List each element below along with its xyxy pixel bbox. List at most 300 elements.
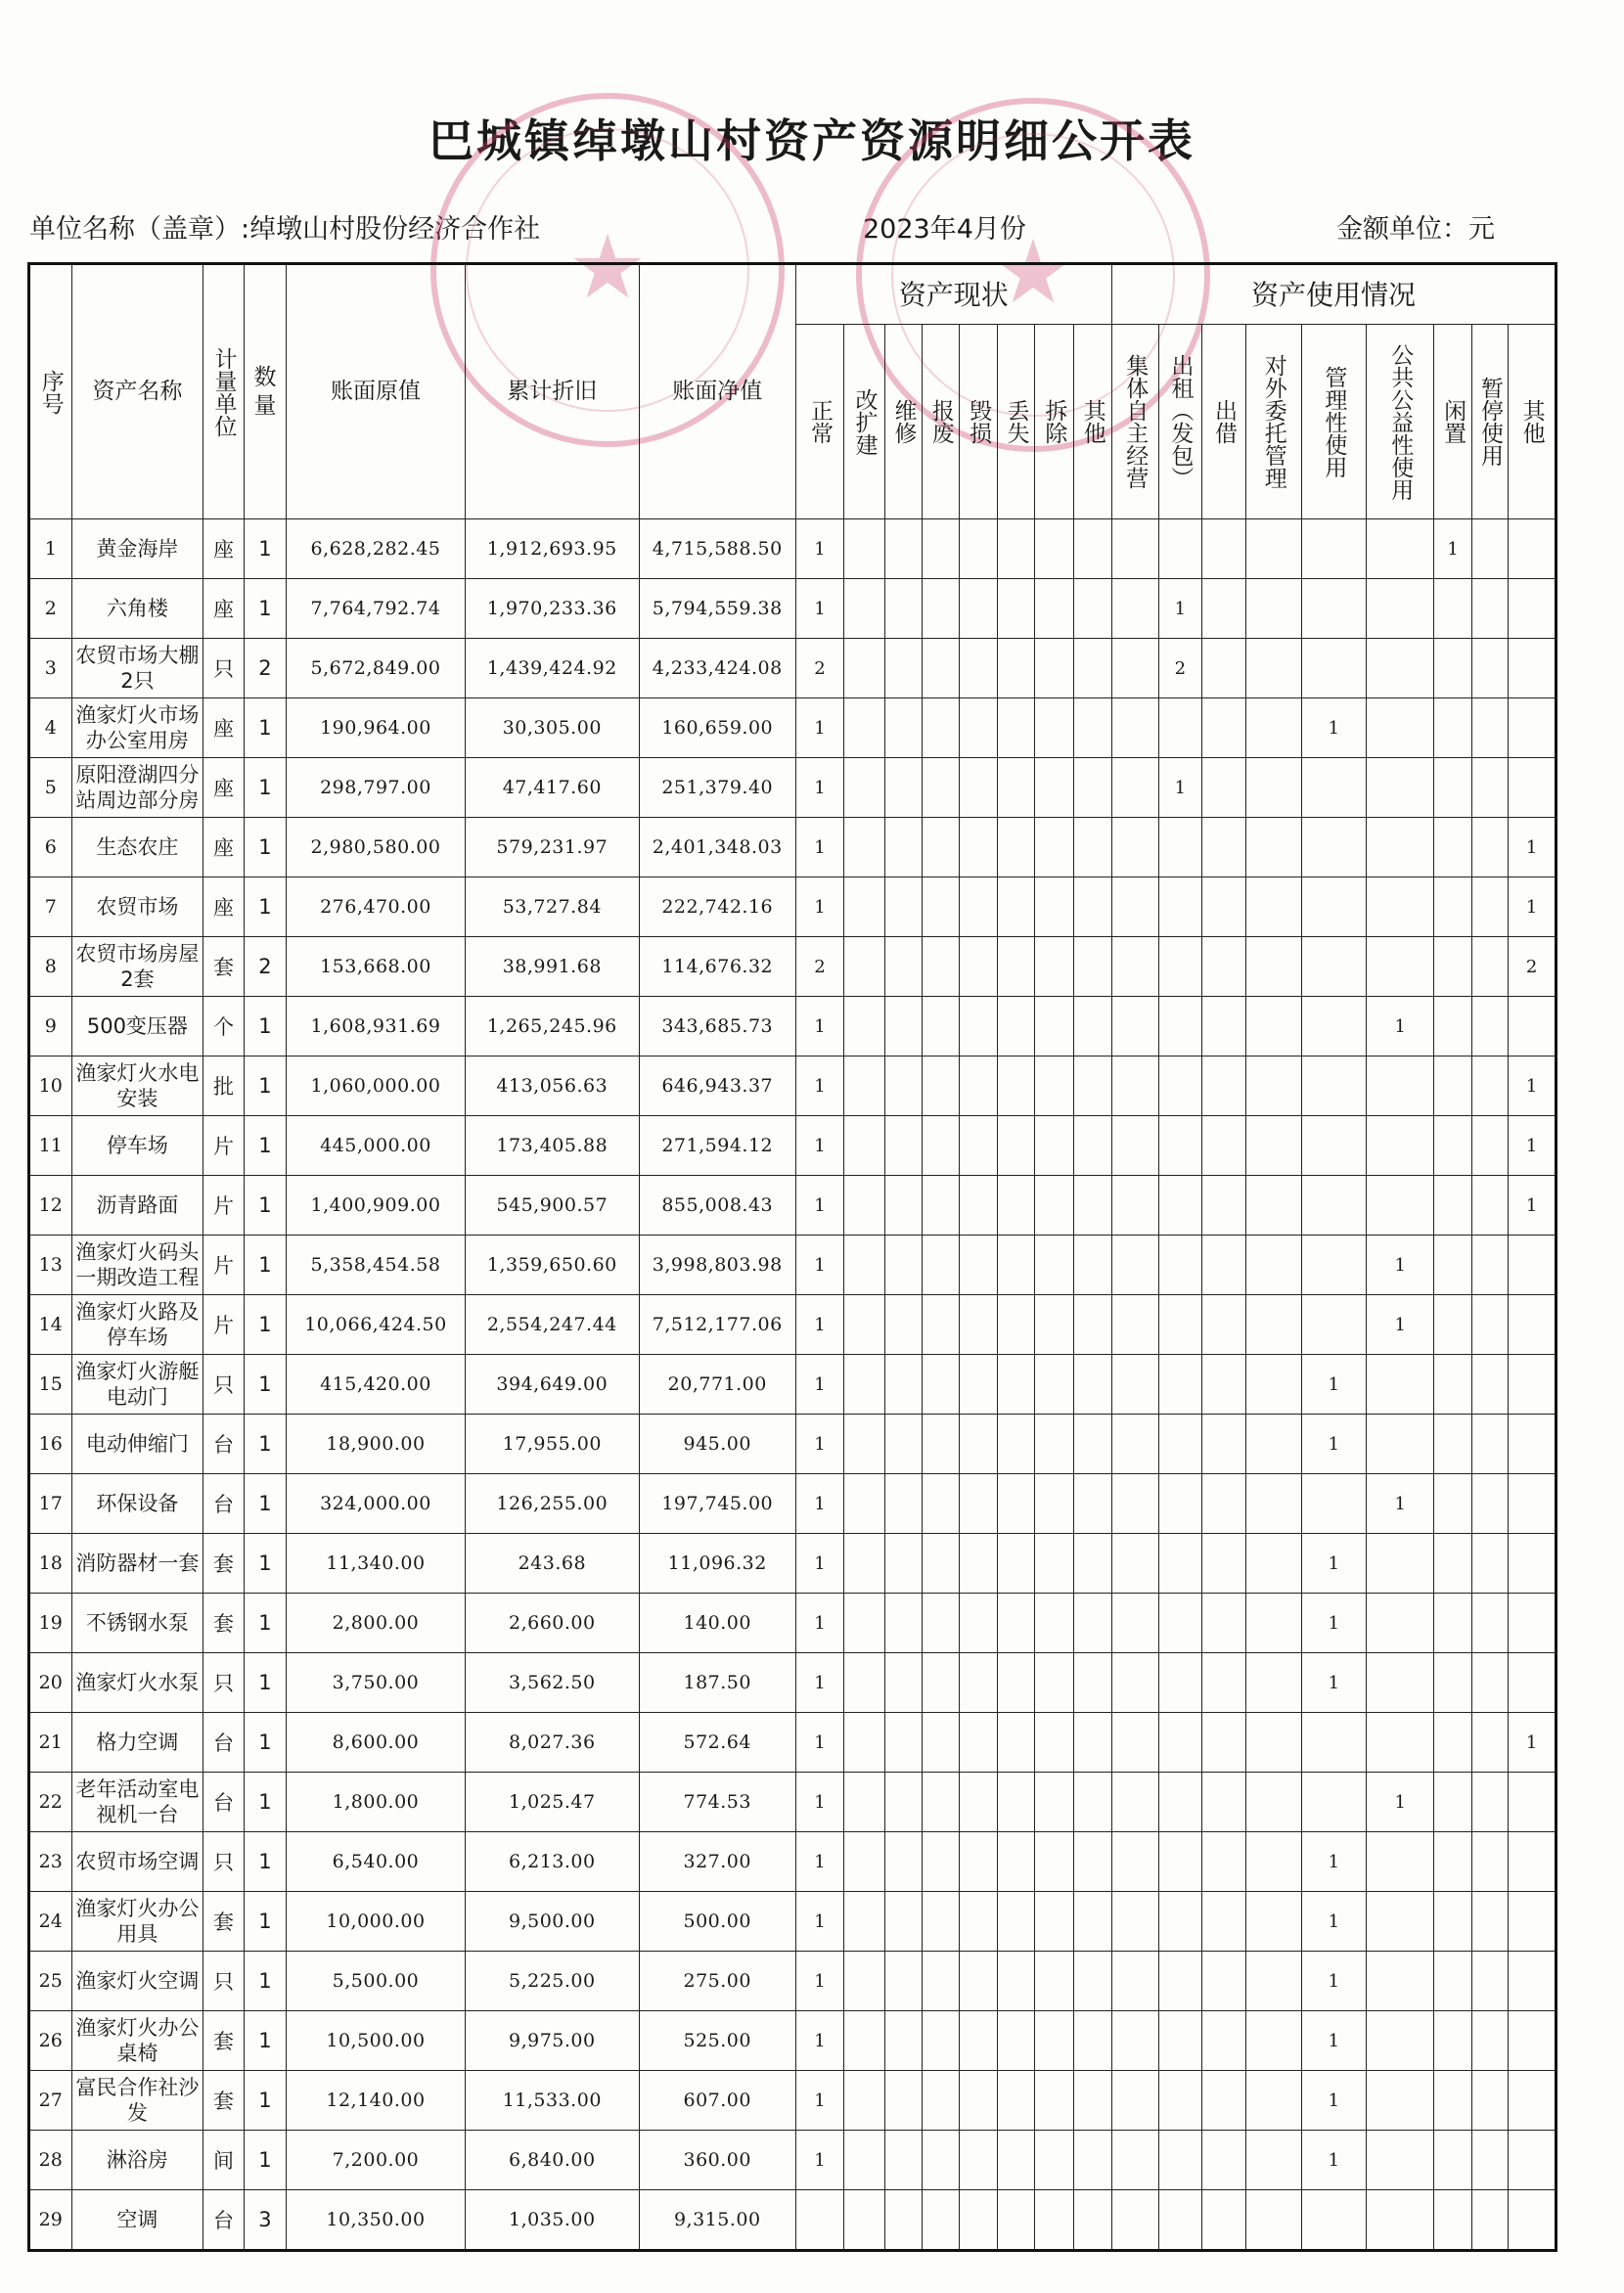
row-status-2	[884, 1832, 922, 1892]
row-original-value: 1,608,931.69	[287, 997, 465, 1057]
row-usage-8: 1	[1509, 877, 1556, 937]
header-usage-8: 其他	[1509, 325, 1556, 519]
row-original-value: 445,000.00	[287, 1116, 465, 1176]
row-usage-2	[1202, 1116, 1246, 1176]
row-status-2	[884, 997, 922, 1057]
row-status-7	[1073, 519, 1111, 579]
row-status-1	[844, 1295, 884, 1355]
row-status-5	[997, 937, 1034, 997]
row-usage-6	[1434, 1057, 1471, 1116]
row-status-4	[960, 877, 997, 937]
row-original-value: 10,000.00	[287, 1892, 465, 1952]
row-usage-2	[1202, 877, 1246, 937]
row-status-3	[923, 1773, 960, 1832]
row-status-7	[1073, 1713, 1111, 1773]
row-status-5	[997, 1474, 1034, 1534]
header-usage-6: 闲置	[1434, 325, 1471, 519]
row-usage-6	[1434, 1116, 1471, 1176]
row-usage-6	[1434, 877, 1471, 937]
row-status-7	[1073, 1952, 1111, 2011]
row-net-value: 3,998,803.98	[639, 1236, 795, 1295]
row-usage-2	[1202, 937, 1246, 997]
row-status-4	[960, 1952, 997, 2011]
row-status-6	[1035, 1474, 1073, 1534]
row-status-1	[844, 698, 884, 758]
row-status-5	[997, 1355, 1034, 1415]
row-usage-8	[1509, 698, 1556, 758]
row-quantity: 1	[244, 1832, 287, 1892]
row-usage-4	[1301, 877, 1366, 937]
row-usage-3	[1245, 818, 1301, 877]
row-status-3	[923, 1713, 960, 1773]
row-status-6	[1035, 2131, 1073, 2190]
row-usage-5	[1367, 818, 1434, 877]
row-usage-3	[1245, 1534, 1301, 1594]
row-usage-1	[1158, 1116, 1202, 1176]
row-usage-0	[1111, 698, 1158, 758]
row-status-0: 1	[795, 1713, 844, 1773]
row-usage-5	[1367, 2131, 1434, 2190]
row-original-value: 6,540.00	[287, 1832, 465, 1892]
row-asset-name: 消防器材一套	[71, 1534, 203, 1594]
row-usage-2	[1202, 1594, 1246, 1653]
row-status-5	[997, 639, 1034, 698]
row-usage-7	[1471, 1534, 1508, 1594]
row-depreciation: 545,900.57	[465, 1176, 639, 1236]
row-usage-0	[1111, 1057, 1158, 1116]
row-status-3	[923, 2071, 960, 2131]
row-usage-6	[1434, 2131, 1471, 2190]
row-quantity: 1	[244, 1295, 287, 1355]
row-usage-8	[1509, 2011, 1556, 2071]
row-usage-4	[1301, 818, 1366, 877]
row-status-4	[960, 937, 997, 997]
row-depreciation: 17,955.00	[465, 1415, 639, 1474]
row-status-4	[960, 579, 997, 639]
row-status-2	[884, 1355, 922, 1415]
row-usage-2	[1202, 639, 1246, 698]
row-seq: 14	[29, 1295, 72, 1355]
row-status-5	[997, 1952, 1034, 2011]
row-usage-2	[1202, 997, 1246, 1057]
row-status-0: 1	[795, 519, 844, 579]
row-usage-8	[1509, 1295, 1556, 1355]
row-usage-3	[1245, 937, 1301, 997]
row-status-1	[844, 1832, 884, 1892]
row-status-7	[1073, 579, 1111, 639]
row-depreciation: 1,035.00	[465, 2190, 639, 2251]
header-asset-name: 资产名称	[71, 264, 203, 519]
row-status-6	[1035, 2011, 1073, 2071]
row-status-6	[1035, 579, 1073, 639]
row-status-5	[997, 1832, 1034, 1892]
row-usage-8	[1509, 1653, 1556, 1713]
row-usage-6	[1434, 997, 1471, 1057]
row-quantity: 1	[244, 1236, 287, 1295]
row-net-value: 140.00	[639, 1594, 795, 1653]
row-usage-0	[1111, 1236, 1158, 1295]
row-quantity: 3	[244, 2190, 287, 2251]
row-status-7	[1073, 1653, 1111, 1713]
row-quantity: 1	[244, 1176, 287, 1236]
row-asset-name: 农贸市场大棚2只	[71, 639, 203, 698]
row-status-1	[844, 1236, 884, 1295]
row-usage-8: 1	[1509, 1057, 1556, 1116]
row-depreciation: 6,840.00	[465, 2131, 639, 2190]
row-status-2	[884, 1653, 922, 1713]
row-net-value: 4,233,424.08	[639, 639, 795, 698]
row-usage-5	[1367, 758, 1434, 818]
row-original-value: 324,000.00	[287, 1474, 465, 1534]
row-original-value: 2,800.00	[287, 1594, 465, 1653]
row-usage-3	[1245, 997, 1301, 1057]
header-usage-3: 对外委托管理	[1245, 325, 1301, 519]
row-status-3	[923, 1057, 960, 1116]
row-usage-7	[1471, 2071, 1508, 2131]
header-usage-5: 公共公益性使用	[1367, 325, 1434, 519]
row-status-1	[844, 2011, 884, 2071]
row-status-7	[1073, 2071, 1111, 2131]
row-seq: 4	[29, 698, 72, 758]
currency-unit-label: 金额单位：元	[1336, 214, 1495, 245]
row-asset-name: 渔家灯火游艇电动门	[71, 1355, 203, 1415]
row-status-0: 1	[795, 1415, 844, 1474]
row-status-6	[1035, 1295, 1073, 1355]
row-status-3	[923, 1474, 960, 1534]
row-depreciation: 47,417.60	[465, 758, 639, 818]
row-status-6	[1035, 1415, 1073, 1474]
row-depreciation: 1,970,233.36	[465, 579, 639, 639]
row-seq: 29	[29, 2190, 72, 2251]
header-status-5: 丢失	[997, 325, 1034, 519]
table-row	[29, 1474, 1556, 1534]
row-status-0: 1	[795, 2011, 844, 2071]
row-usage-8	[1509, 1952, 1556, 2011]
row-asset-name: 渔家灯火水电安装	[71, 1057, 203, 1116]
row-asset-name: 渔家灯火空调	[71, 1952, 203, 2011]
row-original-value: 10,066,424.50	[287, 1295, 465, 1355]
row-usage-8: 1	[1509, 1713, 1556, 1773]
row-seq: 12	[29, 1176, 72, 1236]
row-status-4	[960, 1832, 997, 1892]
row-usage-4	[1301, 1474, 1366, 1534]
row-depreciation: 1,439,424.92	[465, 639, 639, 698]
row-status-7	[1073, 997, 1111, 1057]
row-usage-2	[1202, 579, 1246, 639]
row-status-0: 1	[795, 2131, 844, 2190]
row-status-5	[997, 519, 1034, 579]
row-net-value: 11,096.32	[639, 1534, 795, 1594]
row-status-1	[844, 639, 884, 698]
row-usage-7	[1471, 519, 1508, 579]
row-usage-3	[1245, 758, 1301, 818]
row-usage-8	[1509, 639, 1556, 698]
row-net-value: 2,401,348.03	[639, 818, 795, 877]
row-asset-name: 富民合作社沙发	[71, 2071, 203, 2131]
row-usage-3	[1245, 1116, 1301, 1176]
row-usage-0	[1111, 1713, 1158, 1773]
row-usage-4: 1	[1301, 698, 1366, 758]
row-usage-3	[1245, 2071, 1301, 2131]
row-usage-2	[1202, 2071, 1246, 2131]
row-usage-1	[1158, 1832, 1202, 1892]
row-usage-5	[1367, 1415, 1434, 1474]
row-usage-3	[1245, 1295, 1301, 1355]
row-status-6	[1035, 1534, 1073, 1594]
row-status-4	[960, 758, 997, 818]
row-net-value: 271,594.12	[639, 1116, 795, 1176]
row-usage-0	[1111, 1653, 1158, 1713]
row-seq: 8	[29, 937, 72, 997]
header-unit: 计量单位	[203, 264, 244, 519]
row-status-7	[1073, 698, 1111, 758]
row-depreciation: 8,027.36	[465, 1713, 639, 1773]
row-usage-3	[1245, 579, 1301, 639]
row-usage-0	[1111, 1355, 1158, 1415]
row-usage-5	[1367, 1713, 1434, 1773]
table-row	[29, 1713, 1556, 1773]
row-status-4	[960, 1534, 997, 1594]
row-status-2	[884, 1952, 922, 2011]
row-original-value: 298,797.00	[287, 758, 465, 818]
row-usage-0	[1111, 1415, 1158, 1474]
row-status-5	[997, 1653, 1034, 1713]
row-usage-0	[1111, 2131, 1158, 2190]
row-unit: 只	[203, 639, 244, 698]
row-status-1	[844, 1653, 884, 1713]
table-row	[29, 1176, 1556, 1236]
header-net-value: 账面净值	[639, 264, 795, 519]
row-usage-7	[1471, 937, 1508, 997]
row-status-4	[960, 1773, 997, 1832]
row-status-2	[884, 2190, 922, 2251]
row-usage-2	[1202, 758, 1246, 818]
row-status-4	[960, 1713, 997, 1773]
row-usage-7	[1471, 1355, 1508, 1415]
row-usage-1: 1	[1158, 579, 1202, 639]
table-row	[29, 1295, 1556, 1355]
row-usage-3	[1245, 1594, 1301, 1653]
row-usage-2	[1202, 1355, 1246, 1415]
row-unit: 套	[203, 1534, 244, 1594]
row-usage-4	[1301, 1773, 1366, 1832]
row-usage-3	[1245, 1236, 1301, 1295]
row-original-value: 18,900.00	[287, 1415, 465, 1474]
row-unit: 只	[203, 1832, 244, 1892]
row-status-2	[884, 1116, 922, 1176]
row-usage-5: 1	[1367, 1295, 1434, 1355]
row-asset-name: 六角楼	[71, 579, 203, 639]
row-status-3	[923, 1295, 960, 1355]
row-status-0: 1	[795, 579, 844, 639]
row-quantity: 1	[244, 1355, 287, 1415]
row-original-value: 10,500.00	[287, 2011, 465, 2071]
row-status-2	[884, 2131, 922, 2190]
row-status-6	[1035, 2071, 1073, 2131]
row-status-0: 1	[795, 1057, 844, 1116]
row-usage-5	[1367, 2071, 1434, 2131]
row-status-7	[1073, 1892, 1111, 1952]
row-status-7	[1073, 2131, 1111, 2190]
row-usage-4: 1	[1301, 1952, 1366, 2011]
row-seq: 21	[29, 1713, 72, 1773]
row-original-value: 1,060,000.00	[287, 1057, 465, 1116]
header-usage-1: 出租（发包）	[1158, 325, 1202, 519]
row-seq: 18	[29, 1534, 72, 1594]
row-usage-2	[1202, 519, 1246, 579]
row-unit: 片	[203, 1295, 244, 1355]
row-usage-6	[1434, 937, 1471, 997]
row-status-1	[844, 579, 884, 639]
row-unit: 座	[203, 698, 244, 758]
row-asset-name: 黄金海岸	[71, 519, 203, 579]
row-status-5	[997, 1057, 1034, 1116]
row-asset-name: 500变压器	[71, 997, 203, 1057]
row-status-7	[1073, 1773, 1111, 1832]
row-usage-8	[1509, 1236, 1556, 1295]
row-usage-8	[1509, 997, 1556, 1057]
row-usage-7	[1471, 1236, 1508, 1295]
row-depreciation: 2,660.00	[465, 1594, 639, 1653]
row-quantity: 1	[244, 2071, 287, 2131]
header-usage-2: 出借	[1202, 325, 1246, 519]
row-net-value: 275.00	[639, 1952, 795, 2011]
row-status-5	[997, 2131, 1034, 2190]
row-status-2	[884, 519, 922, 579]
row-status-2	[884, 758, 922, 818]
row-depreciation: 1,912,693.95	[465, 519, 639, 579]
row-status-6	[1035, 1116, 1073, 1176]
row-usage-0	[1111, 1773, 1158, 1832]
row-status-4	[960, 1653, 997, 1713]
header-usage-4: 管理性使用	[1301, 325, 1366, 519]
row-status-3	[923, 1116, 960, 1176]
row-depreciation: 9,975.00	[465, 2011, 639, 2071]
row-usage-5	[1367, 2011, 1434, 2071]
header-usage-0: 集体自主经营	[1111, 325, 1158, 519]
row-usage-1	[1158, 1355, 1202, 1415]
row-net-value: 7,512,177.06	[639, 1295, 795, 1355]
row-usage-8	[1509, 1594, 1556, 1653]
row-usage-8	[1509, 1892, 1556, 1952]
row-status-1	[844, 1415, 884, 1474]
row-usage-3	[1245, 1057, 1301, 1116]
row-usage-5	[1367, 1176, 1434, 1236]
row-net-value: 187.50	[639, 1653, 795, 1713]
row-asset-name: 老年活动室电视机一台	[71, 1773, 203, 1832]
row-usage-6	[1434, 1415, 1471, 1474]
row-status-3	[923, 639, 960, 698]
row-status-0: 1	[795, 1952, 844, 2011]
row-quantity: 1	[244, 1415, 287, 1474]
row-status-6	[1035, 1355, 1073, 1415]
row-original-value: 7,200.00	[287, 2131, 465, 2190]
row-status-2	[884, 937, 922, 997]
row-unit: 套	[203, 937, 244, 997]
row-usage-3	[1245, 519, 1301, 579]
row-unit: 台	[203, 2190, 244, 2251]
row-depreciation: 1,265,245.96	[465, 997, 639, 1057]
row-status-2	[884, 1892, 922, 1952]
row-seq: 6	[29, 818, 72, 877]
header-status-0: 正常	[795, 325, 844, 519]
header-status-3: 报废	[923, 325, 960, 519]
row-quantity: 1	[244, 1116, 287, 1176]
row-status-6	[1035, 1832, 1073, 1892]
row-usage-0	[1111, 818, 1158, 877]
row-net-value: 9,315.00	[639, 2190, 795, 2251]
row-original-value: 190,964.00	[287, 698, 465, 758]
row-net-value: 855,008.43	[639, 1176, 795, 1236]
header-status-4: 毁损	[960, 325, 997, 519]
row-usage-4: 1	[1301, 1415, 1366, 1474]
row-status-3	[923, 1653, 960, 1713]
row-seq: 7	[29, 877, 72, 937]
row-status-4	[960, 1355, 997, 1415]
row-status-2	[884, 579, 922, 639]
row-usage-2	[1202, 1295, 1246, 1355]
row-status-1	[844, 1057, 884, 1116]
row-status-3	[923, 877, 960, 937]
table-row	[29, 579, 1556, 639]
row-status-7	[1073, 1415, 1111, 1474]
row-asset-name: 电动伸缩门	[71, 1415, 203, 1474]
row-status-0: 1	[795, 1892, 844, 1952]
row-original-value: 11,340.00	[287, 1534, 465, 1594]
row-status-3	[923, 818, 960, 877]
row-usage-1	[1158, 519, 1202, 579]
row-usage-7	[1471, 818, 1508, 877]
row-usage-6	[1434, 1892, 1471, 1952]
row-original-value: 2,980,580.00	[287, 818, 465, 877]
row-usage-2	[1202, 1415, 1246, 1474]
row-status-0: 1	[795, 1176, 844, 1236]
row-unit: 座	[203, 579, 244, 639]
row-status-7	[1073, 1176, 1111, 1236]
row-unit: 套	[203, 2071, 244, 2131]
row-quantity: 1	[244, 997, 287, 1057]
table-row	[29, 1892, 1556, 1952]
row-unit: 只	[203, 1952, 244, 2011]
row-usage-7	[1471, 1832, 1508, 1892]
row-usage-8	[1509, 758, 1556, 818]
row-usage-0	[1111, 519, 1158, 579]
row-status-3	[923, 1594, 960, 1653]
table-row	[29, 937, 1556, 997]
row-status-3	[923, 937, 960, 997]
row-usage-2	[1202, 1474, 1246, 1534]
header-asset-usage: 资产使用情况	[1111, 264, 1556, 325]
row-status-6	[1035, 937, 1073, 997]
row-usage-5	[1367, 937, 1434, 997]
row-unit: 台	[203, 1773, 244, 1832]
row-quantity: 1	[244, 1773, 287, 1832]
row-status-5	[997, 1415, 1034, 1474]
row-status-4	[960, 1236, 997, 1295]
row-usage-7	[1471, 2011, 1508, 2071]
row-usage-3	[1245, 1773, 1301, 1832]
row-net-value: 500.00	[639, 1892, 795, 1952]
row-status-5	[997, 2011, 1034, 2071]
row-status-1	[844, 1474, 884, 1534]
row-status-0: 2	[795, 639, 844, 698]
period-label: 2023年4月份	[863, 214, 1026, 245]
row-status-2	[884, 1057, 922, 1116]
row-status-5	[997, 1295, 1034, 1355]
row-usage-3	[1245, 698, 1301, 758]
row-status-6	[1035, 519, 1073, 579]
row-usage-0	[1111, 1295, 1158, 1355]
